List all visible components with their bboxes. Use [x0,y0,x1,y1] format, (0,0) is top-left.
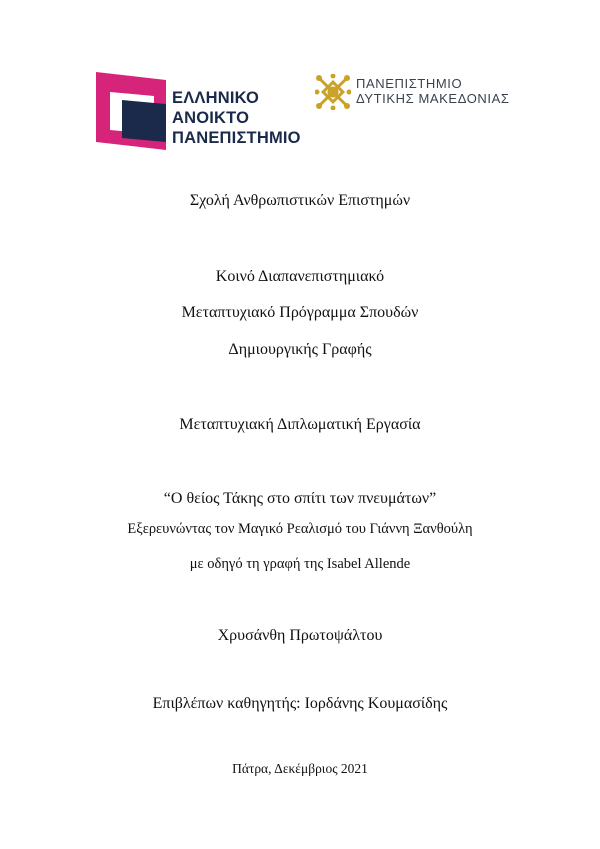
eap-line-2: ΑΝΟΙΚΤΟ [172,109,250,127]
thesis-subtitle-1: Εξερευνώντας τον Μαγικό Ρεαλισμό του Γιάννη Ξανθούλη [127,521,473,537]
program-line-1: Κοινό Διαπανεπιστημιακό [215,268,385,285]
uowm-line-2: ΔΥΤΙΚΗΣ ΜΑΚΕΔΟΝΙΑΣ [356,91,510,106]
hellenic-open-university-logo-icon [96,72,166,150]
supervisor: Επιβλέπων καθηγητής: Ιορδάνης Κουμασίδης [152,695,448,712]
author-name: Χρυσάνθη Πρωτοψάλτου [217,627,383,644]
eap-line-1: ΕΛΛΗΝΙΚΟ [172,89,260,107]
program-line-3: Δημιουργικής Γραφής [228,341,372,358]
thesis-subtitle-2: με οδηγό τη γραφή της Isabel Allende [189,556,411,572]
place-date: Πάτρα, Δεκέμβριος 2021 [232,761,368,776]
school-name: Σχολή Ανθρωπιστικών Επιστημών [189,192,411,209]
uowm-line-1: ΠΑΝΕΠΙΣΤΗΜΙΟ [356,76,463,91]
header-logos [0,0,600,160]
university-western-macedonia-logo-icon [315,74,351,110]
eap-line-3: ΠΑΝΕΠΙΣΤΗΜΙΟ [172,129,301,147]
program-line-2: Μεταπτυχιακό Πρόγραμμα Σπουδών [181,304,419,321]
hellenic-open-university-wordmark [172,88,301,148]
thesis-type: Μεταπτυχιακή Διπλωματική Εργασία [179,416,421,433]
university-western-macedonia-wordmark [356,76,510,106]
thesis-title: “Ο θείος Τάκης στο σπίτι των πνευμάτων” [163,490,437,507]
